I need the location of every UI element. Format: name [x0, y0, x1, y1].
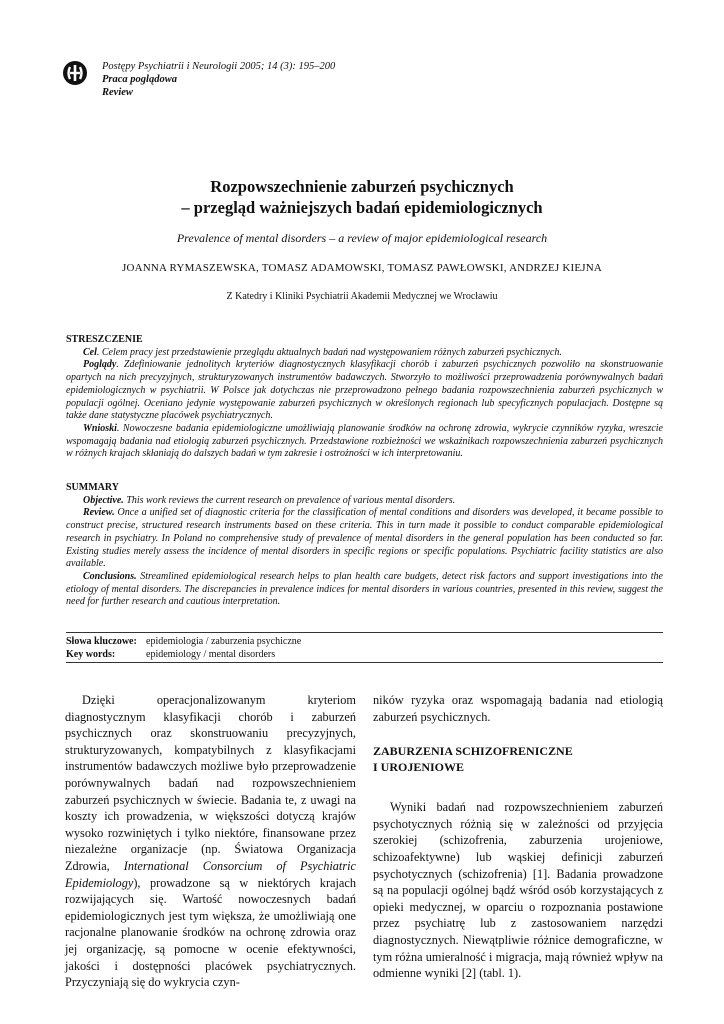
body-italic-text: International Consorcium of Psychiatric Epidemiology	[65, 858, 356, 890]
conclusions-pl-label: Wnioski	[83, 422, 117, 434]
english-title: Prevalence of mental disorders – a review of major epidemiological research	[176, 231, 548, 245]
keywords-block	[66, 635, 301, 661]
conclusions-pl-text: . Nowoczesne badania epidemiologiczne umożliwiają planowanie środków na ochronę zdrowia, wykrycie czynników ryzyka, wreszcie wspomagają badania nad etiologią zaburzeń psychicznych. Przedstawione rozbieżności we wskaźnikach rozpowszechnienia zaburzeń psychicznych w różnych krajach skłaniają do dalszych badań w tym zakresie i ostrożności w ich interpretowaniu.	[66, 422, 663, 460]
views-label: Poglądy	[83, 359, 117, 371]
journal-header	[102, 60, 335, 99]
conclusions-en-text: Streamlined epidemiological research helps to plan health care budgets, detect risk factors and support investigations into the etiology of mental disorders. The discrepancies in prevalence indices for mental disorders in various countries, presented in this review, suggest the need for further research and cautious interpretation.	[66, 570, 663, 608]
article-type-pl: Praca poglądowa	[102, 74, 177, 85]
keywords-bottom-rule	[66, 662, 663, 663]
title-line-1: Rozpowszechnienie zaburzeń psychicznych	[210, 177, 514, 196]
conclusions-en-label: Conclusions.	[83, 570, 137, 582]
section-heading-line-1: ZABURZENIA SCHIZOFRENICZNE	[373, 744, 573, 759]
review-label: Review.	[83, 507, 115, 519]
keywords-pl-value: epidemiologia / zaburzenia psychiczne	[146, 636, 302, 647]
keywords-pl-row	[66, 635, 301, 648]
aim-label: Cel	[83, 346, 97, 358]
body-text: ), prowadzone są w niektórych krajach rozwijających się. Wartość nowoczesnych badań epidemiologicznych jest tym większa, że umożliwiają one racjonalne planowanie środków na ochronę zdrowia oraz jej organizację, są pomocne w ocenie efektywności, jakości i dostępności placówek psychiatrycznych. Przyczyniają się do wykrycia czyn-	[65, 875, 356, 990]
section-heading	[373, 743, 663, 775]
objective-label: Objective.	[83, 494, 124, 506]
aim-text: . Celem pracy jest przedstawienie przeglądu aktualnych badań nad występowaniem różnych zaburzeń psychicznych.	[96, 346, 562, 358]
keywords-top-rule	[66, 632, 663, 633]
abstract-pl-conclusions	[66, 423, 663, 461]
article-type-en: Review	[102, 87, 133, 98]
abstract-pl	[66, 334, 663, 461]
abstract-pl-heading: STRESZCZENIE	[66, 334, 143, 345]
body-text: Dzięki operacjonalizowanym kryteriom diagnostycznym klasyfikacji chorób i zaburzeń psychicznych oraz skonstruowaniu precyzyjnych, strukturyzowanych, kompatybilnych z klasyfikacjami instrumentów badawczych możliwe było przeprowadzenie porównywalnych badań nad rozpowszechnieniem zaburzeń psychicznych w świecie. Badania te, z uwagi na koszty ich prowadzenia, w większości dotyczą krajów wysoko rozwiniętych i tylko niektóre, finansowane przez niezależne organizacje (np. Światowa Organizacja Zdrowia,	[65, 693, 356, 873]
article-title	[0, 176, 724, 218]
abstract-en-conclusions	[66, 571, 663, 609]
abstract-en-objective	[66, 495, 663, 508]
keywords-en-value: epidemiology / mental disorders	[146, 649, 276, 660]
review-text: Once a unified set of diagnostic criteria for the classification of mental conditions and disorders was developed, it became possible to construct precise, structured research instruments based on these criteria. This in turn made it possible to conduct comparable epidemiological research in psychiatry. In Poland no comprehensive study of prevalence of mental disorders in the general population has been conducted so far. Existing studies merely assess the incidence of mental disorders in specific regions or specific populations. Psychiatric facility statistics are also available.	[66, 507, 663, 570]
abstract-pl-aim	[66, 347, 663, 360]
section-heading-line-2: I UROJENIOWE	[373, 760, 465, 775]
authors: JOANNA RYMASZEWSKA, TOMASZ ADAMOWSKI, TOMASZ PAWŁOWSKI, ANDRZEJ KIEJNA	[121, 262, 603, 274]
abstract-pl-views	[66, 359, 663, 423]
affiliation: Z Katedry i Kliniki Psychiatrii Akademii Medycznej we Wrocławiu	[226, 291, 498, 302]
title-line-2: – przegląd ważniejszych badań epidemiologicznych	[181, 198, 543, 217]
body-paragraph: ników ryzyka oraz wspomagają badania nad etiologią zaburzeń psychicznych.	[373, 693, 663, 724]
body-paragraph	[65, 692, 356, 991]
body-left-column	[65, 692, 356, 991]
body-right-column	[373, 692, 663, 982]
journal-citation: Postępy Psychiatrii i Neurologii 2005; 14 (3): 195–200	[102, 61, 336, 72]
journal-logo-icon	[62, 60, 88, 86]
abstract-en-review	[66, 507, 663, 571]
body-paragraph: Wyniki badań nad rozpowszechnieniem zaburzeń psychotycznych różnią się w zależności od przyjęcia szerokiej (schizofrenia, zaburzenia urojeniowe, schizoafektywne) lub wąskiej definicji zaburzeń psychotycznych (schizofrenia) [1]. Badania prowadzone są na populacji ogólnej bądź wśród osób korzystających z opieki medycznej, w oparciu o rozpoznania postawione przez psychiatrę lub z zastosowaniem narzędzi diagnostycznych. Niewątpliwie różnice demograficzne, w tym różna umieralność i migracja, mają również wpływ na odmienne wyniki [2] (tabl. 1).	[373, 800, 663, 981]
abstract-en-heading: SUMMARY	[66, 482, 119, 493]
objective-text: This work reviews the current research on prevalence of various mental disorders.	[123, 494, 456, 506]
abstract-en	[66, 482, 663, 609]
views-text: . Zdefiniowanie jednolitych kryteriów diagnostycznych klasyfikacji chorób i zaburzeń psychicznych pozwoliło na skonstruowanie opartych na nich precyzyjnych, strukturyzowanych instrumentów badawczych. Stworzyło to możliwości przeprowadzenia porównywalnych badań epidemiologicznych w psychiatrii. W Polsce jak dotychczas nie przeprowadzono pełnego badania rozpowszechnienia zaburzeń psychicznych w populacji ogólnej. Oceniano jedynie występowanie zaburzeń psychicznych w określonych regionach lub specyficznych populacjach. Dostępne są także dane statystyczne placówek psychiatrycznych.	[66, 359, 663, 422]
keywords-pl-label: Słowa kluczowe:	[66, 636, 137, 647]
keywords-en-row	[66, 648, 301, 661]
keywords-en-label: Key words:	[66, 649, 116, 660]
